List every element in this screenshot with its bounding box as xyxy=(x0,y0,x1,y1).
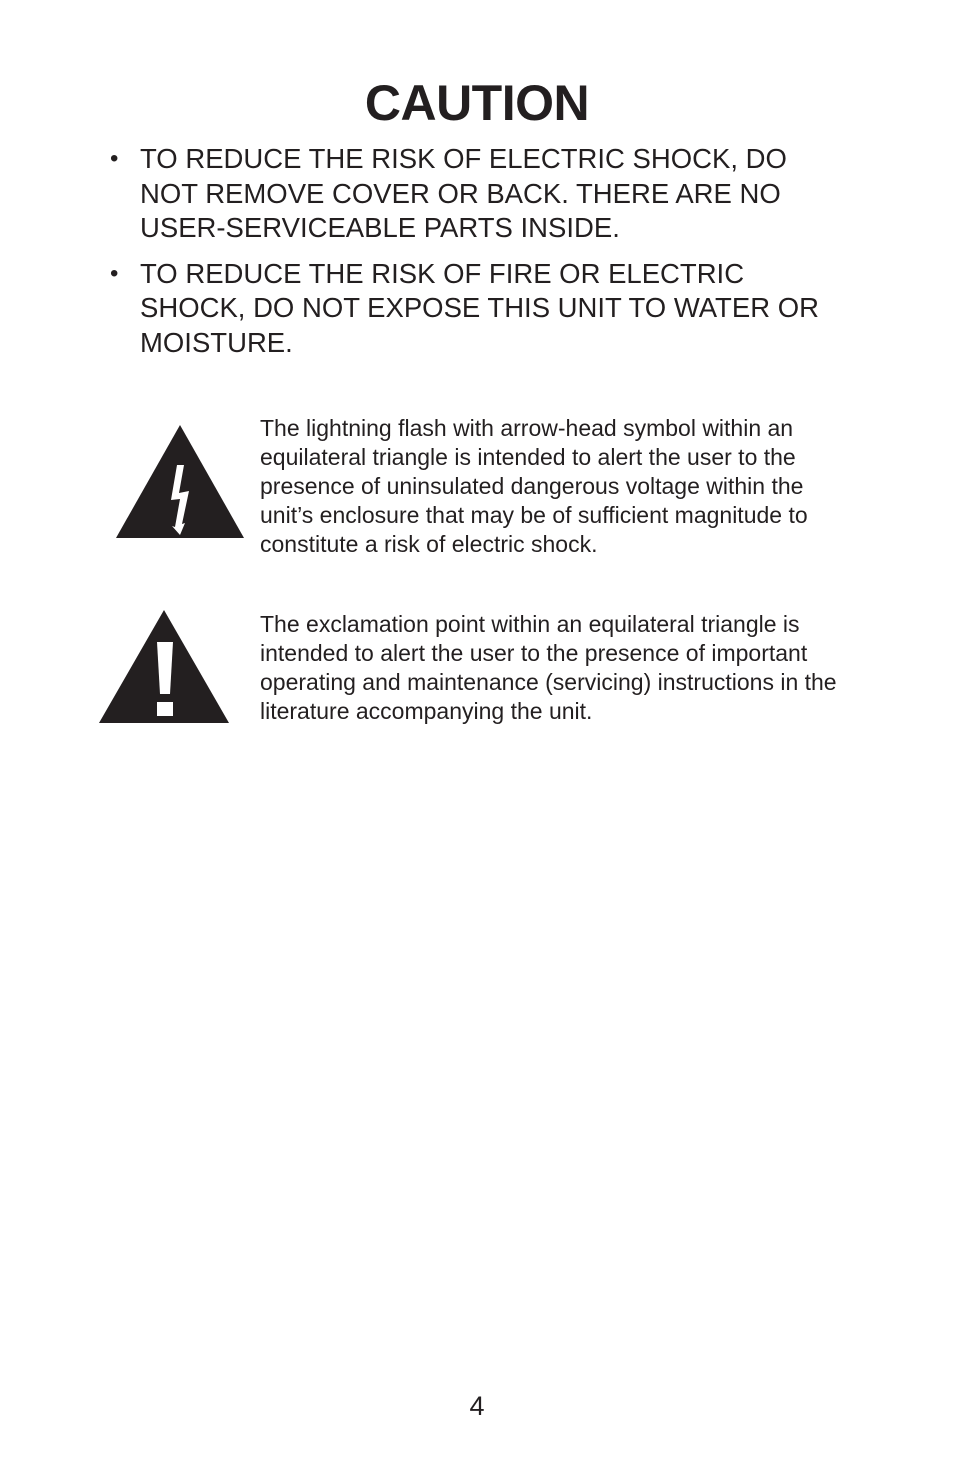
exclamation-warning-icon xyxy=(98,608,230,724)
lightning-symbol-description: The lightning flash with arrow-head symbol within an equilateral triangle is intended to alert the user to the presence of uninsulated dangerous voltage within the unit’s enclosure that may be of sufficient magnitude to constitute a risk of electric shock. xyxy=(260,415,808,557)
caution-item-text: TO REDUCE THE RISK OF FIRE OR ELECTRIC SHOCK, DO NOT EXPOSE THIS UNIT TO WATER OR MOISTURE. xyxy=(140,257,819,358)
caution-item-text: TO REDUCE THE RISK OF ELECTRIC SHOCK, DO NOT REMOVE COVER OR BACK. THERE ARE NO USER-SERVICEABLE PARTS INSIDE. xyxy=(140,143,787,243)
bullet-icon: • xyxy=(110,145,119,172)
caution-item xyxy=(110,142,830,246)
caution-list xyxy=(110,142,830,371)
exclamation-symbol-description: The exclamation point within an equilateral triangle is intended to alert the user to the presence of important operating and maintenance (servicing) instructions in the literature accompanying the unit. xyxy=(260,611,837,724)
page-title: CAUTION xyxy=(364,75,590,131)
bullet-icon: • xyxy=(110,259,119,287)
page-number: 4 xyxy=(469,1391,485,1421)
lightning-warning-icon xyxy=(115,423,245,539)
caution-item xyxy=(110,257,830,361)
